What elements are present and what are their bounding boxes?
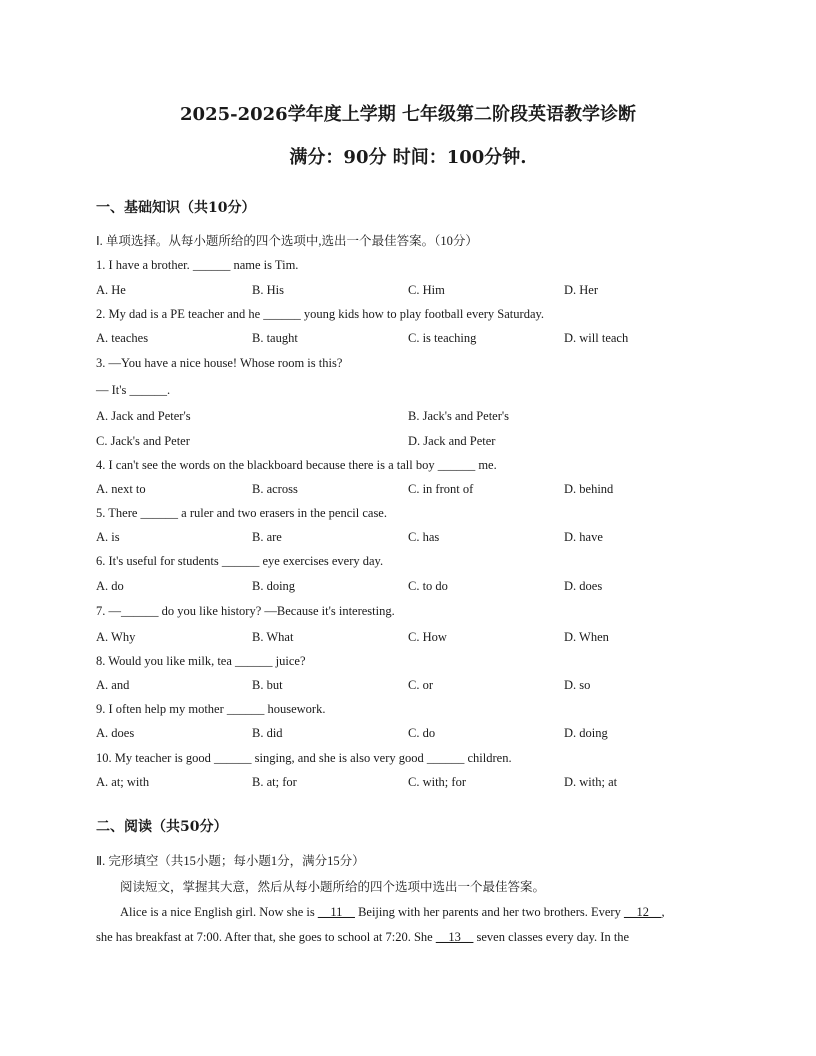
question-8-stem: 8. Would you like milk, tea ______ juice? [96, 654, 306, 668]
q3-option-d: D. Jack and Peter [408, 434, 496, 448]
q3-option-a: A. Jack and Peter's [96, 409, 191, 423]
section1-instruction: Ⅰ. 单项选择。从每小题所给的四个选项中,选出一个最佳答案。（10分） [96, 234, 478, 248]
passage-text: Alice is a nice English girl. Now she is [120, 905, 318, 919]
q6-option-b: B. doing [252, 579, 296, 593]
passage-text: she has breakfast at 7:00. After that, she goes to school at 7:20. She [96, 930, 436, 944]
q8-option-b: B. but [252, 678, 283, 692]
question-3-stem: 3. —You have a nice house! Whose room is this? [96, 356, 343, 370]
section2-direction: 阅读短文，掌握其大意，然后从每小题所给的四个选项中选出一个最佳答案。 [120, 880, 546, 894]
q10-option-d: D. with; at [564, 775, 618, 789]
q1-option-b: B. His [252, 283, 284, 297]
question-5-stem: 5. There ______ a ruler and two erasers in the pencil case. [96, 506, 387, 520]
q7-option-d: D. When [564, 630, 609, 644]
question-9-stem: 9. I often help my mother ______ housework. [96, 702, 326, 716]
q7-option-a: A. Why [96, 630, 136, 644]
question-2-stem: 2. My dad is a PE teacher and he ______ young kids how to play football every Saturday. [96, 307, 545, 321]
q2-option-b: B. taught [252, 331, 298, 345]
q10-option-c: C. with; for [408, 775, 466, 789]
exam-title: 2025-2026学年度上学期 七年级第二阶段英语教学诊断 [180, 104, 636, 125]
blank-12: __12__ [623, 905, 662, 919]
q8-option-c: C. or [408, 678, 433, 692]
q9-option-b: B. did [252, 726, 283, 740]
q9-option-d: D. doing [564, 726, 608, 740]
q5-option-b: B. are [252, 530, 282, 544]
q7-option-c: C. How [408, 630, 447, 644]
q1-option-a: A. He [96, 283, 126, 297]
q3-option-c: C. Jack's and Peter [96, 434, 190, 448]
q8-option-a: A. and [96, 678, 130, 692]
section2-heading: 二、阅读（共50分） [96, 819, 228, 835]
q9-option-a: A. does [96, 726, 135, 740]
q3-option-b: B. Jack's and Peter's [408, 409, 510, 423]
q6-option-d: D. does [564, 579, 603, 593]
blank-13: __13__ [435, 930, 474, 944]
question-4-stem: 4. I can't see the words on the blackboard because there is a tall boy ______ me. [96, 458, 497, 472]
question-7-stem: 7. —______ do you like history? —Because it's interesting. [96, 604, 395, 618]
passage-line-1 [120, 905, 665, 920]
passage-text: seven classes every day. In the [473, 930, 630, 944]
passage-text: Beijing with her parents and her two brothers. Every [354, 905, 624, 919]
exam-subtitle: 满分：90分 时间：100分钟. [289, 147, 527, 168]
section1-heading: 一、基础知识（共10分） [96, 200, 256, 216]
q1-option-d: D. Her [564, 283, 599, 297]
q4-option-c: C. in front of [408, 482, 474, 496]
q8-option-d: D. so [564, 678, 591, 692]
q5-option-d: D. have [564, 530, 603, 544]
passage-text: , [661, 905, 665, 919]
question-10-stem: 10. My teacher is good ______ singing, and she is also very good ______ children. [96, 751, 512, 765]
q4-option-a: A. next to [96, 482, 146, 496]
q2-option-d: D. will teach [564, 331, 629, 345]
q5-option-a: A. is [96, 530, 120, 544]
q4-option-d: D. behind [564, 482, 614, 496]
q9-option-c: C. do [408, 726, 436, 740]
q4-option-b: B. across [252, 482, 298, 496]
q2-option-c: C. is teaching [408, 331, 477, 345]
q5-option-c: C. has [408, 530, 440, 544]
q1-option-c: C. Him [408, 283, 445, 297]
q2-option-a: A. teaches [96, 331, 149, 345]
passage-line-2 [96, 930, 629, 945]
question-3-stem-reply: — It's ______. [96, 383, 171, 397]
section2-instruction: Ⅱ. 完形填空（共15小题；每小题1分，满分15分） [96, 854, 365, 868]
q10-option-b: B. at; for [252, 775, 297, 789]
question-1-stem: 1. I have a brother. ______ name is Tim. [96, 258, 299, 272]
blank-11: __11__ [317, 905, 355, 919]
q6-option-c: C. to do [408, 579, 448, 593]
q7-option-b: B. What [252, 630, 294, 644]
q10-option-a: A. at; with [96, 775, 150, 789]
q6-option-a: A. do [96, 579, 124, 593]
question-6-stem: 6. It's useful for students ______ eye exercises every day. [96, 554, 384, 568]
